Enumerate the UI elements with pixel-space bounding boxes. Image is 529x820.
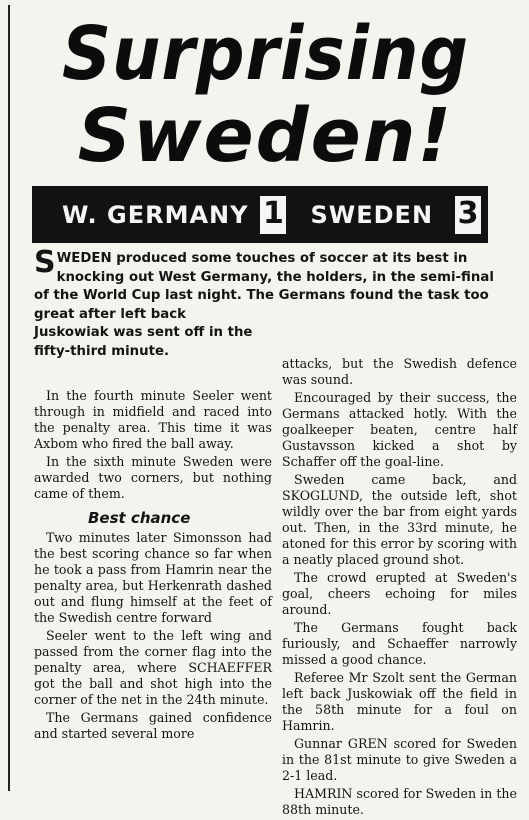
paragraph: Sweden came back, and SKOGLUND, the outside left, shot wildly over the bar from eight yards out. Then, in the 33rd minute, he atoned for this error by scoring with a neatly placed ground shot. <box>282 472 517 567</box>
team-west-germany: W. GERMANY <box>62 200 249 229</box>
headline-line-1: Surprising <box>62 11 469 97</box>
lead-text-continued: Juskowiak was sent off in the fifty-third minute. <box>34 325 253 359</box>
paragraph: Two minutes later Simonsson had the best scoring chance so far when he took a pass from Hamrin near the penalty area, but Herkenrath dashed out and flung himself at the feet of the Swedish centre forward <box>34 530 272 625</box>
paragraph: Seeler went to the left wing and passed from the corner flag into the penalty area, where SCHAEFFER got the ball and shot high into the corner of the net in the 24th minute. <box>34 628 272 707</box>
paragraph: In the sixth minute Sweden were awarded two corners, but nothing came of them. <box>34 454 272 501</box>
lead-paragraph <box>34 245 504 361</box>
score-sweden: 3 <box>455 196 481 234</box>
score-west-germany: 1 <box>260 196 286 234</box>
paragraph: Gunnar GREN scored for Sweden in the 81st minute to give Sweden a 2-1 lead. <box>282 736 517 783</box>
paragraph: Encouraged by their success, the Germans attacked hotly. With the goalkeeper beaten, centre half Gustavsson kicked a shot by Schaffer off the goal-line. <box>282 390 517 469</box>
paragraph: The Germans fought back furiously, and Schaeffer narrowly missed a good chance. <box>282 620 517 667</box>
paragraph: attacks, but the Swedish defence was sound. <box>282 356 517 387</box>
team-sweden: SWEDEN <box>310 200 434 229</box>
article-column-right <box>282 356 517 820</box>
lead-text: WEDEN produced some touches of soccer at its best in knocking out West Germany, the holders, in the semi-final of the World Cup last night. The Germans found the task too great after left back <box>34 251 494 322</box>
paragraph: Referee Mr Szolt sent the German left back Juskowiak off the field in the 58th minute for a foul on Hamrin. <box>282 670 517 733</box>
score-banner <box>32 186 488 243</box>
subheading: Best chance <box>88 509 191 527</box>
newspaper-clipping <box>8 5 521 817</box>
drop-cap: S <box>34 245 56 280</box>
paragraph: The crowd erupted at Sweden's goal, cheers echoing for miles around. <box>282 570 517 617</box>
paragraph: The Germans gained confidence and started several more <box>34 710 272 741</box>
paragraph: In the fourth minute Seeler went through in midfield and raced into the penalty area. This time it was Axbom who fired the ball away. <box>34 388 272 451</box>
headline-line-2: Sweden! <box>77 93 454 179</box>
article-column-left <box>34 388 272 744</box>
paragraph: HAMRIN scored for Sweden in the 88th minute. <box>282 786 517 817</box>
